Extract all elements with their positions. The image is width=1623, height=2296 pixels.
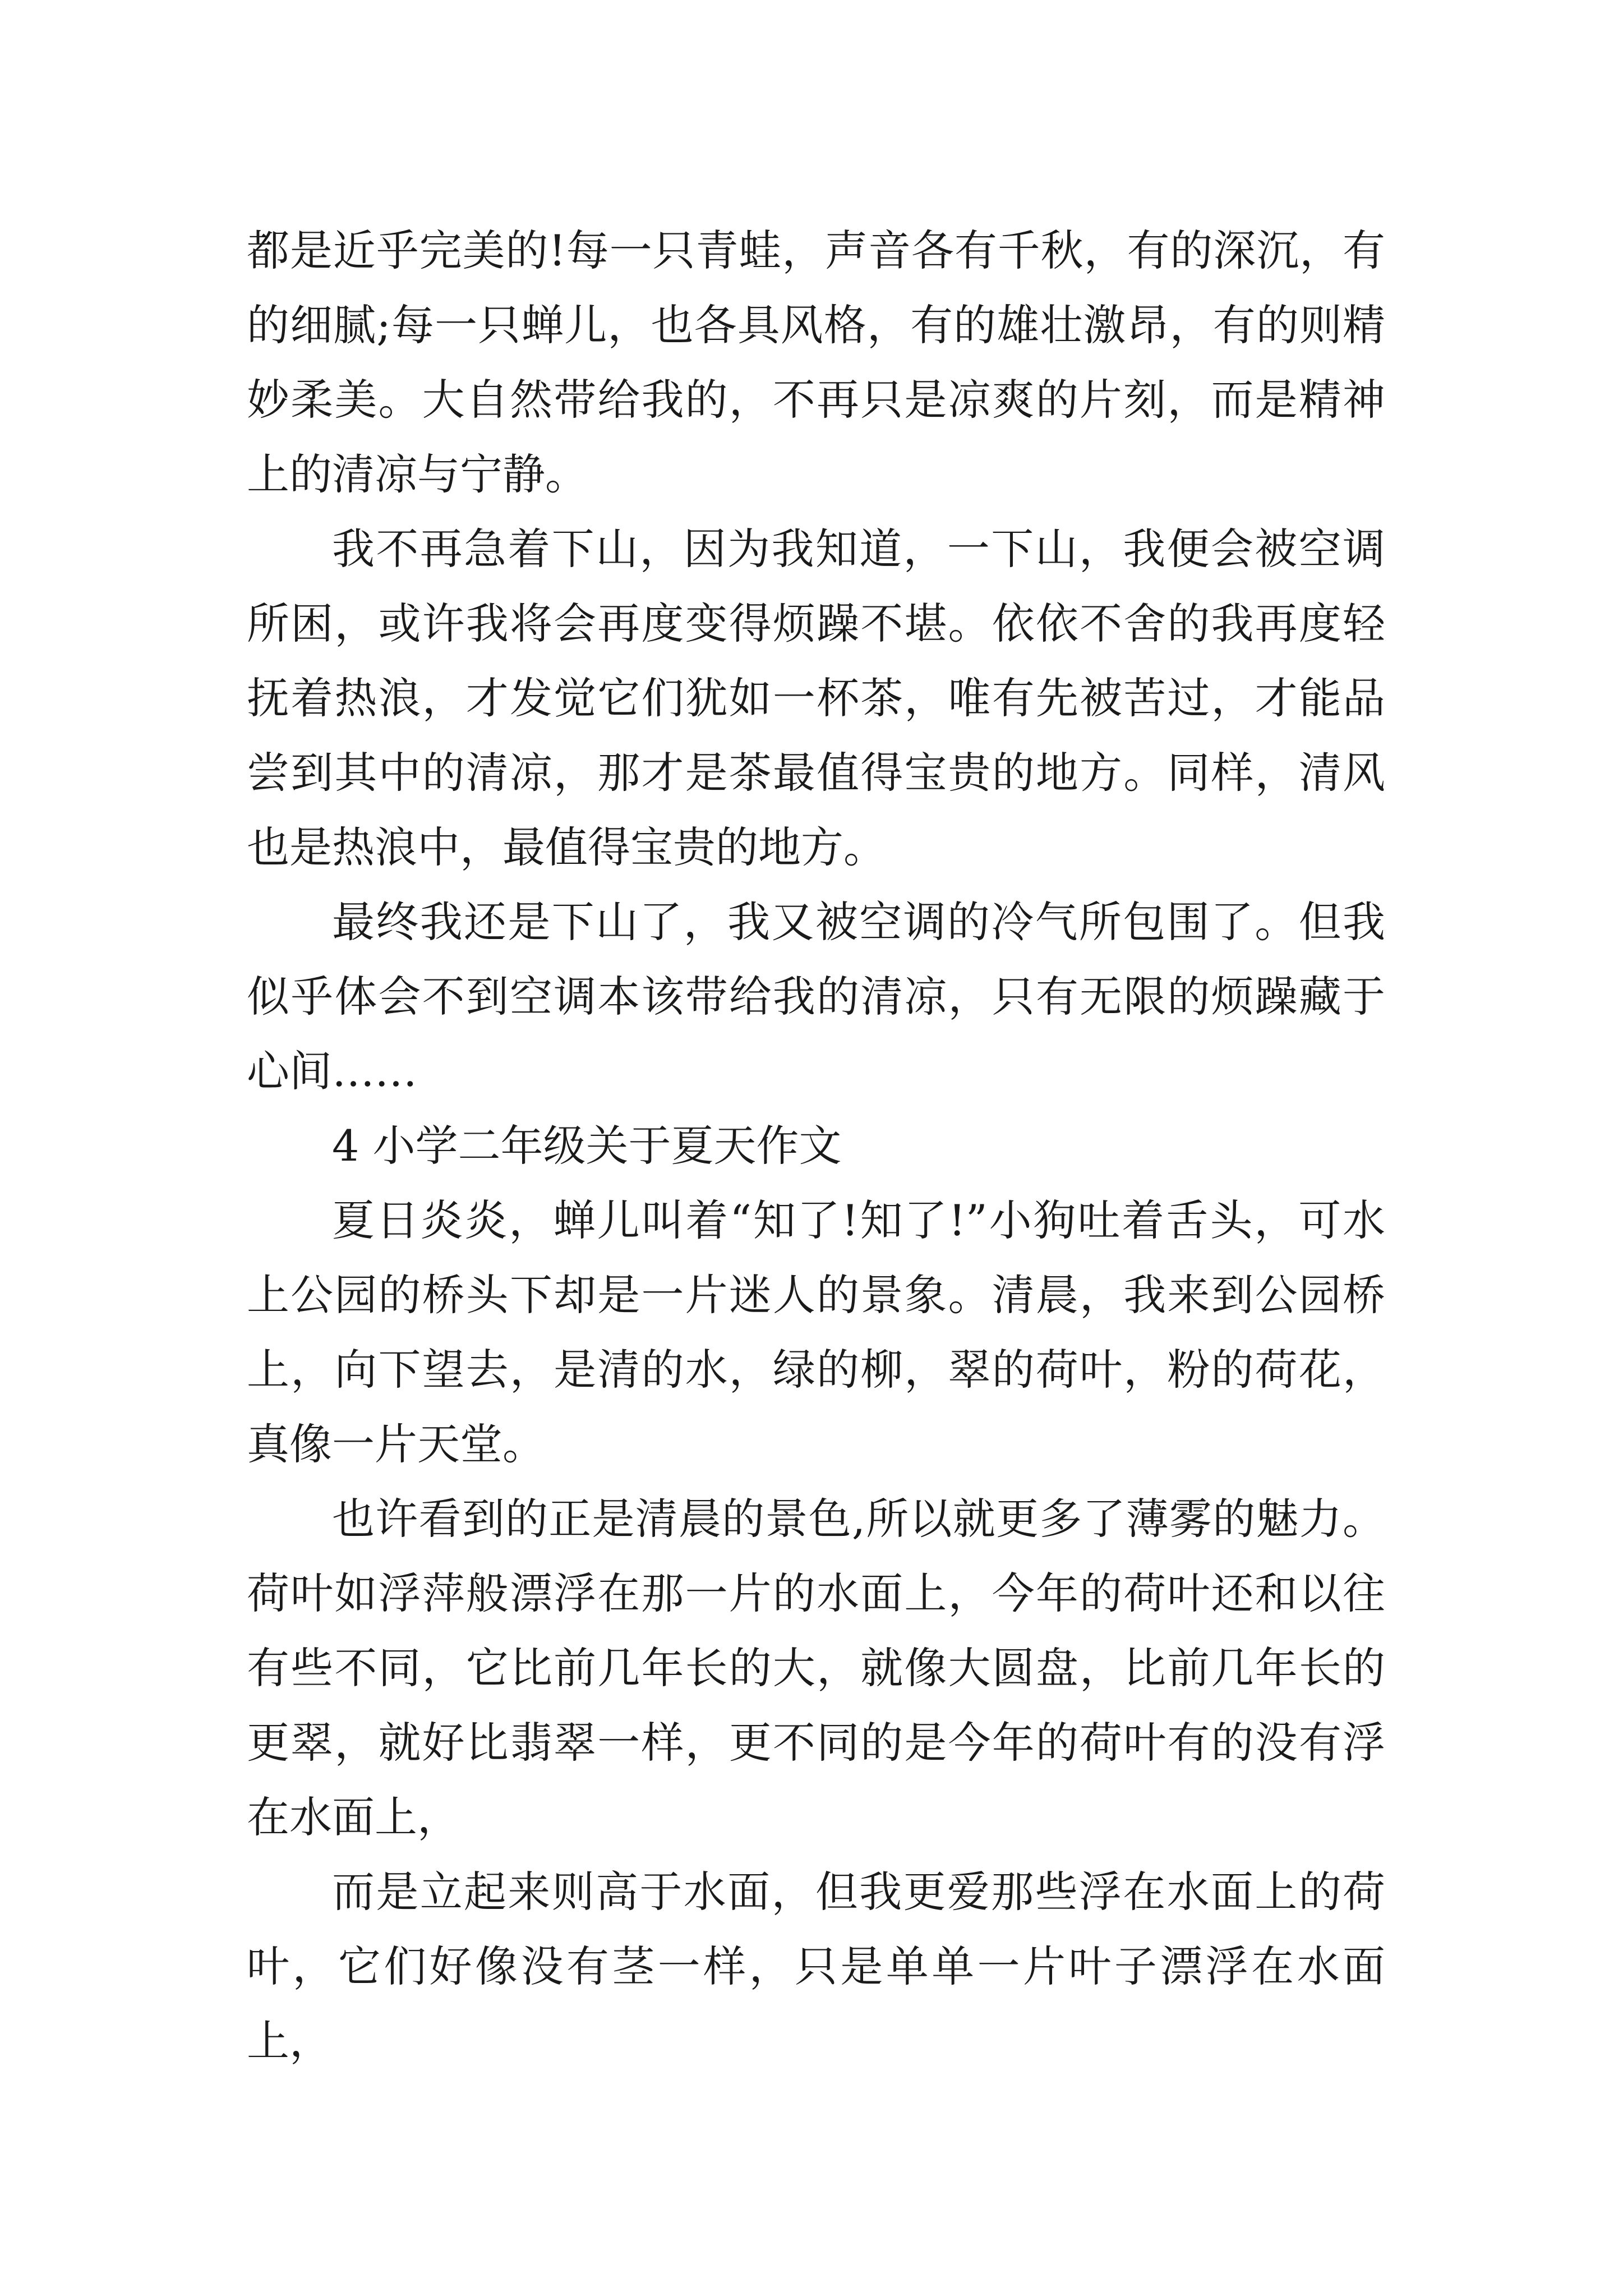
paragraph-2: 我不再急着下山，因为我知道，一下山，我便会被空调所困，或许我将会再度变得烦躁不堪。依依不舍的我再度轻抚着热浪，才发觉它们犹如一杯茶，唯有先被苦过，才能品尝到其中的清凉，那才是茶最值得宝贵的地方。同样，清风也是热浪中，最值得宝贵的地方。	[247, 524, 1385, 872]
paragraph-3: 最终我还是下山了，我又被空调的冷气所包围了。但我似乎体会不到空调本该带给我的清凉，只有无限的烦躁藏于心间……	[247, 897, 1385, 1096]
paragraph-6: 而是立起来则高于水面，但我更爱那些浮在水面上的荷叶，它们好像没有茎一样，只是单单一片叶子漂浮在水面上，	[247, 1867, 1385, 2066]
section-heading: 4 小学二年级关于夏天作文	[332, 1121, 842, 1171]
paragraph-5: 也许看到的正是清晨的景色,所以就更多了薄雾的魅力。荷叶如浮萍般漂浮在那一片的水面上，今年的荷叶还和以往有些不同，它比前几年长的大，就像大圆盘，比前几年长的更翠，就好比翡翠一样，更不同的是今年的荷叶有的没有浮在水面上，	[247, 1494, 1385, 1842]
paragraph-4: 夏日炎炎，蝉儿叫着“知了!知了!”小狗吐着舌头，可水上公园的桥头下却是一片迷人的景象。清晨，我来到公园桥上，向下望去，是清的水，绿的柳，翠的荷叶，粉的荷花，真像一片天堂。	[247, 1195, 1385, 1469]
paragraph-1: 都是近乎完美的!每一只青蛙，声音各有千秋，有的深沉，有的细腻;每一只蝉儿，也各具风格，有的雄壮激昂，有的则精妙柔美。大自然带给我的，不再只是凉爽的片刻，而是精神上的清凉与宁静。	[247, 226, 1385, 499]
document-page	[247, 213, 1385, 2078]
